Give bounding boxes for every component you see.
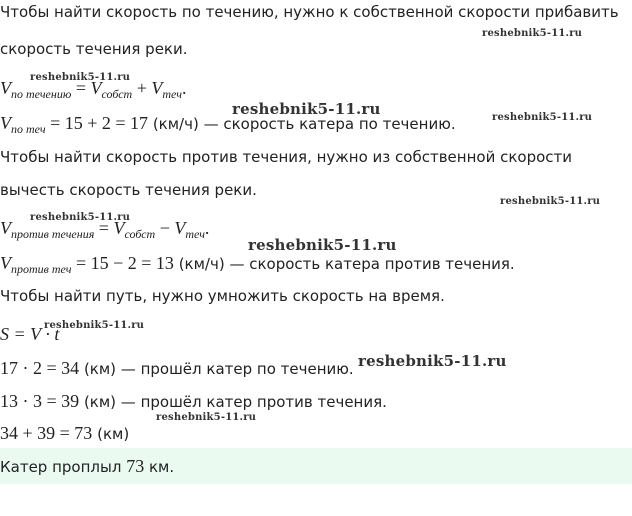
watermark: reshebnik5-11.ru [232, 100, 381, 118]
formula-unit: (км/ч) [152, 115, 199, 133]
formula-speed-upstream-calc [0, 253, 515, 275]
formula-subscript: против теч [11, 262, 72, 276]
formula-operator: = [98, 218, 109, 238]
formula-subscript: по течению [11, 87, 72, 101]
formula-var: V [113, 218, 125, 238]
formula-distance-downstream [0, 358, 354, 379]
answer-text [0, 456, 174, 477]
watermark: reshebnik5-11.ru [500, 196, 601, 207]
formula-subscript: против течения [11, 227, 95, 241]
text-line-6: вычесть скорость течения реки. [0, 181, 257, 199]
watermark: reshebnik5-11.ru [156, 412, 257, 423]
text-line-9: Чтобы найти путь, нужно умножить скорость на время. [0, 287, 445, 305]
watermark: reshebnik5-11.ru [482, 28, 583, 39]
formula-unit: (км) [97, 425, 130, 443]
watermark: reshebnik5-11.ru [492, 112, 593, 123]
text-line-5: Чтобы найти скорость против течения, нужно из собственной скорости [0, 148, 573, 166]
formula-text: — скорость катера по течению. [198, 115, 456, 133]
watermark: reshebnik5-11.ru [44, 320, 145, 331]
formula-expression: = 15 − 2 = 13 [75, 253, 174, 273]
formula-subscript: собст [124, 227, 156, 241]
formula-expression: 17 · 2 = 34 [0, 358, 80, 378]
formula-text: — скорость катера против течения. [224, 255, 515, 273]
text-line-2: скорость течения реки. [0, 40, 188, 58]
formula-subscript: теч [162, 87, 182, 101]
formula-operator: = [75, 78, 86, 98]
answer-suffix: км. [144, 458, 175, 476]
formula-var: V [0, 218, 11, 238]
answer-prefix: Катер проплыл [0, 458, 127, 476]
formula-dot: . [181, 78, 187, 98]
formula-var: V [90, 78, 102, 98]
formula-subscript: теч [185, 227, 205, 241]
watermark: reshebnik5-11.ru [358, 352, 507, 370]
formula-var: V [0, 253, 11, 273]
formula-var: V [174, 218, 186, 238]
watermark: reshebnik5-11.ru [30, 72, 131, 83]
formula-expression: = 15 + 2 = 17 [50, 113, 149, 133]
formula-var: V [0, 113, 11, 133]
formula-unit: (км) [83, 393, 117, 411]
formula-var: V [0, 78, 11, 98]
formula-expression: 13 · 3 = 39 [0, 391, 80, 411]
formula-var: V [151, 78, 163, 98]
formula-subscript: собст [101, 87, 133, 101]
formula-unit: (км/ч) [178, 255, 225, 273]
formula-speed-downstream-calc [0, 113, 456, 135]
watermark: reshebnik5-11.ru [248, 236, 397, 254]
formula-unit: (км) [83, 360, 117, 378]
text-line-1: Чтобы найти скорость по течению, нужно к собственной скорости прибавить [0, 3, 619, 21]
formula-dot: . [204, 218, 210, 238]
formula-expression: 34 + 39 = 73 [0, 423, 93, 443]
watermark: reshebnik5-11.ru [30, 212, 131, 223]
formula-expression: S = V · t [0, 324, 60, 344]
answer-number: 73 [126, 456, 145, 476]
formula-distance-upstream [0, 391, 387, 412]
formula-text: — прошёл катер против течения. [116, 393, 387, 411]
formula-text: — прошёл катер по течению. [116, 360, 354, 378]
formula-total-distance [0, 423, 129, 444]
answer-box [0, 448, 632, 484]
formula-subscript: по теч [11, 122, 46, 136]
formula-operator: − [159, 218, 170, 238]
formula-operator: + [136, 78, 147, 98]
